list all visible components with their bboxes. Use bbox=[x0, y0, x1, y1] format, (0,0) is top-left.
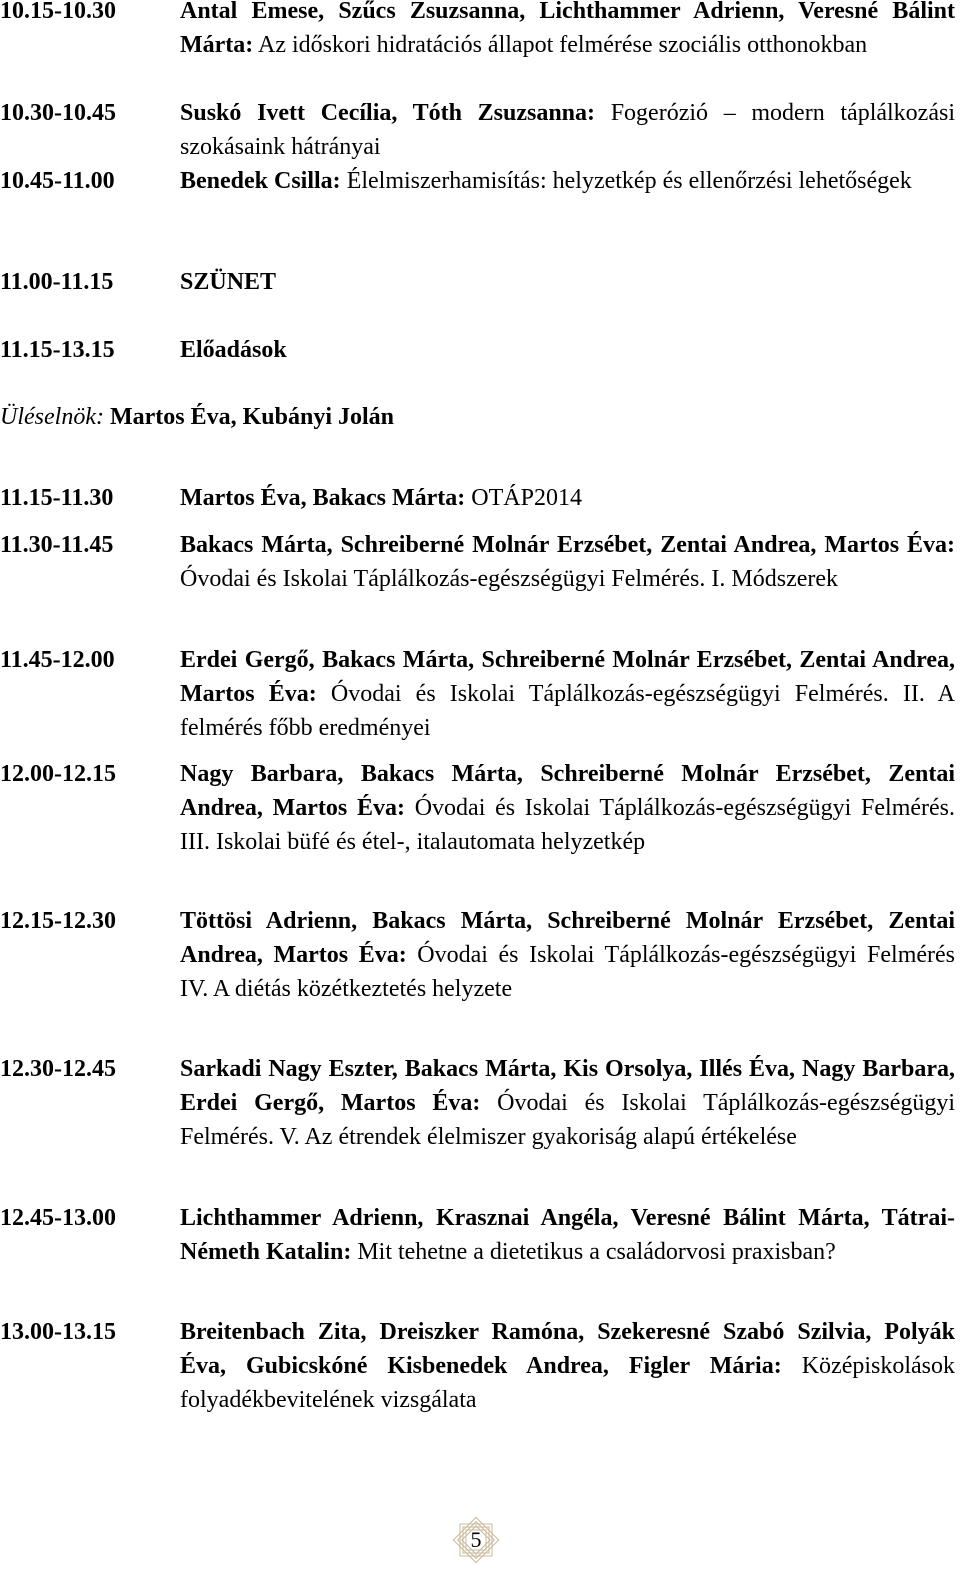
break-entry bbox=[0, 265, 958, 299]
program-entry bbox=[0, 1315, 958, 1417]
program-entry bbox=[0, 528, 958, 596]
entry-time: 12.15-12.30 bbox=[0, 908, 116, 934]
entry-content bbox=[180, 904, 955, 1006]
entry-authors: Breitenbach Zita, Dreiszker Ramóna, Szekeresné Szabó Szilvia, Polyák Éva, Gubicskóné Kisbenedek Andrea, Figler Mária: bbox=[180, 1319, 955, 1379]
entry-time: 12.45-13.00 bbox=[0, 1205, 116, 1231]
entry-content bbox=[180, 96, 955, 164]
chairs-label: Üléselnök: bbox=[0, 404, 104, 430]
entry-time: 13.00-13.15 bbox=[0, 1319, 116, 1345]
entry-authors: Antal Emese, Szűcs Zsuzsanna, Lichthammer Adrienn, Veresné Bálint Márta: bbox=[180, 0, 955, 58]
entry-authors: Erdei Gergő, Bakacs Márta, Schreiberné Molnár Erzsébet, Zentai Andrea, Martos Éva: bbox=[180, 647, 955, 707]
entry-title: Az időskori hidratációs állapot felmérése szociális otthonokban bbox=[257, 32, 868, 58]
program-entry bbox=[0, 164, 958, 198]
program-entry bbox=[0, 757, 958, 859]
entry-content bbox=[180, 528, 955, 596]
entry-title: Mit tehetne a dietetikus a családorvosi praxisban? bbox=[357, 1239, 836, 1265]
session-label: Előadások bbox=[180, 337, 287, 363]
entry-time: 11.15-13.15 bbox=[0, 337, 115, 363]
entry-time: 11.00-11.15 bbox=[0, 269, 114, 295]
program-entry bbox=[0, 0, 958, 62]
entry-content bbox=[180, 1315, 955, 1417]
program-entry bbox=[0, 643, 958, 745]
entry-authors: Bakacs Márta, Schreiberné Molnár Erzsébet, Zentai Andrea, Martos Éva: bbox=[180, 532, 955, 558]
entry-time: 11.30-11.45 bbox=[0, 532, 114, 558]
program-entry bbox=[0, 904, 958, 1006]
entry-authors: Martos Éva, Bakacs Márta: bbox=[180, 485, 466, 511]
entry-time: 12.30-12.45 bbox=[0, 1056, 116, 1082]
entry-content bbox=[180, 757, 955, 859]
session-chairs bbox=[0, 400, 394, 434]
entry-authors: Benedek Csilla: bbox=[180, 168, 341, 194]
entry-title: OTÁP2014 bbox=[471, 485, 582, 511]
entry-content bbox=[180, 333, 955, 367]
entry-authors: Sarkadi Nagy Eszter, Bakacs Márta, Kis Orsolya, Illés Éva, Nagy Barbara, Erdei Gergő, Martos Éva: bbox=[180, 1056, 955, 1116]
break-label: SZÜNET bbox=[180, 269, 277, 295]
entry-title: Óvodai és Iskolai Táplálkozás-egészségügyi Felmérés. III. Iskolai büfé és étel-, italautomata helyzetkép bbox=[180, 795, 956, 855]
entry-title: Fogerózió – modern táplálkozási szokásaink hátrányai bbox=[180, 100, 955, 160]
entry-title: Élelmiszerhamisítás: helyzetkép és ellenőrzési lehetőségek bbox=[346, 168, 912, 194]
entry-content bbox=[180, 265, 955, 299]
program-entry bbox=[0, 481, 958, 515]
entry-content bbox=[180, 1052, 955, 1154]
entry-time: 11.45-12.00 bbox=[0, 647, 115, 673]
entry-time: 10.15-10.30 bbox=[0, 0, 116, 24]
entry-authors: Lichthammer Adrienn, Krasznai Angéla, Veresné Bálint Márta, Tátrai-Németh Katalin: bbox=[180, 1205, 955, 1265]
page-number: 5 bbox=[470, 1527, 482, 1552]
program-entry bbox=[0, 1052, 958, 1154]
entry-content bbox=[180, 1201, 955, 1269]
entry-title: Óvodai és Iskolai Táplálkozás-egészségügyi Felmérés IV. A diétás közétkeztetés helyzete bbox=[180, 942, 955, 1002]
chairs-names: Martos Éva, Kubányi Jolán bbox=[109, 404, 395, 430]
entry-time: 12.00-12.15 bbox=[0, 761, 116, 787]
page-number-badge bbox=[448, 1512, 504, 1568]
entry-title: Középiskolások folyadékbevitelének vizsgálata bbox=[180, 1353, 956, 1413]
entry-content bbox=[180, 643, 955, 745]
entry-time: 10.30-10.45 bbox=[0, 100, 116, 126]
entry-content bbox=[180, 164, 955, 198]
entry-authors: Töttösi Adrienn, Bakacs Márta, Schreiberné Molnár Erzsébet, Zentai Andrea, Martos Éva: bbox=[180, 908, 955, 968]
entry-title: Óvodai és Iskolai Táplálkozás-egészségügyi Felmérés. I. Módszerek bbox=[180, 566, 839, 592]
entry-title: Óvodai és Iskolai Táplálkozás-egészségügyi Felmérés. V. Az étrendek élelmiszer gyakoriság alapú értékelése bbox=[180, 1090, 956, 1150]
entry-authors: Suskó Ivett Cecília, Tóth Zsuzsanna: bbox=[180, 100, 596, 126]
entry-content bbox=[180, 481, 955, 515]
entry-title: Óvodai és Iskolai Táplálkozás-egészségügyi Felmérés. II. A felmérés főbb eredményei bbox=[180, 681, 956, 741]
program-entry bbox=[0, 96, 958, 164]
entry-time: 11.15-11.30 bbox=[0, 485, 114, 511]
entry-time: 10.45-11.00 bbox=[0, 168, 115, 194]
entry-content bbox=[180, 0, 955, 62]
entry-authors: Nagy Barbara, Bakacs Márta, Schreiberné Molnár Erzsébet, Zentai Andrea, Martos Éva: bbox=[180, 761, 955, 821]
program-entry bbox=[0, 1201, 958, 1269]
session-entry bbox=[0, 333, 958, 367]
